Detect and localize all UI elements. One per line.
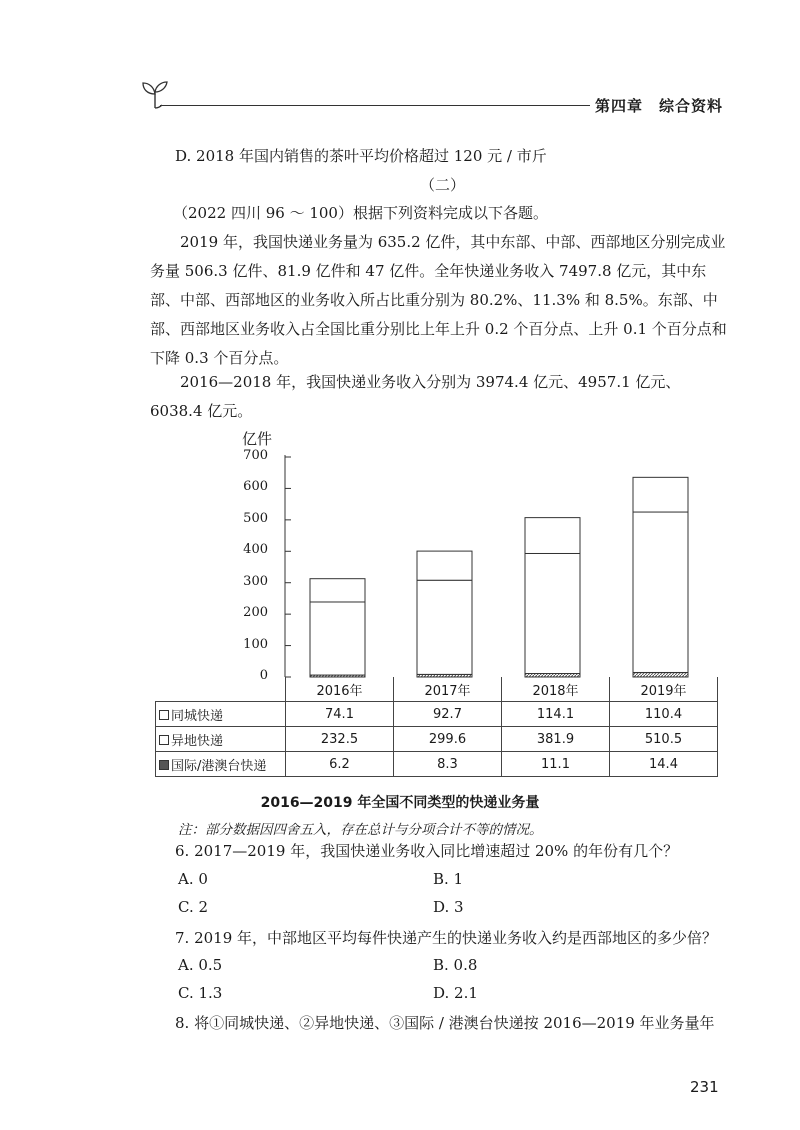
question-6-option-d: D. 3	[433, 898, 464, 916]
series-name: 异地快递	[171, 733, 224, 749]
y-tick-label: 600	[243, 479, 268, 495]
category-label: 2016年	[286, 677, 394, 702]
question-7-stem: 7. 2019 年，中部地区平均每件快递产生的快递业务收入约是西部地区的多少倍？	[175, 929, 718, 947]
chart-caption: 2016—2019 年全国不同类型的快递业务量	[260, 795, 540, 811]
data-label: 232.5	[286, 727, 394, 752]
source-line: （2022 四川 96 ～ 100）根据下列资料完成以下各题。	[173, 204, 548, 222]
data-label: 74.1	[286, 702, 394, 727]
bar-segment-intercity	[417, 580, 472, 674]
chapter-title: 第四章 综合资料	[595, 97, 724, 115]
bar-segment-intercity	[633, 512, 688, 672]
bar-segment-intracity	[633, 477, 688, 512]
chart-note: 注：部分数据因四舍五入，存在总计与分项合计不等的情况。	[178, 822, 543, 838]
table-row	[156, 752, 718, 777]
question-6-stem: 6. 2017—2019 年，我国快递业务收入同比增速超过 20% 的年份有几个？	[175, 842, 679, 860]
table-row	[156, 702, 718, 727]
previous-option-d: D. 2018 年国内销售的茶叶平均价格超过 120 元 / 市斤	[175, 147, 547, 165]
bar-group	[310, 477, 688, 677]
question-6-option-c: C. 2	[178, 898, 209, 916]
data-label: 11.1	[502, 752, 610, 777]
data-label: 8.3	[394, 752, 502, 777]
table-row	[156, 727, 718, 752]
category-label: 2018年	[502, 677, 610, 702]
bar-segment-intercity	[525, 553, 580, 673]
series-name: 同城快递	[171, 708, 224, 724]
bar-segment-intracity	[525, 518, 580, 554]
table-header-row	[156, 677, 718, 702]
legend-swatch-hatched-icon	[159, 760, 169, 770]
y-tick-label: 0	[259, 668, 268, 683]
series-name: 国际/港澳台快递	[171, 758, 267, 774]
question-7-option-b: B. 0.8	[433, 956, 478, 974]
question-6-option-a: A. 0	[178, 870, 208, 888]
data-label: 110.4	[610, 702, 718, 727]
paragraph-2: 2016—2018 年，我国快递业务收入分别为 3974.4 亿元、4957.1 亿元、6038.4 亿元。	[150, 373, 681, 420]
question-7-option-d: D. 2.1	[433, 984, 478, 1002]
bar-segment-intercity	[310, 602, 365, 675]
data-label: 6.2	[286, 752, 394, 777]
question-6-option-b: B. 1	[433, 870, 464, 888]
data-label: 510.5	[610, 727, 718, 752]
y-axis-unit: 亿件	[242, 430, 273, 448]
y-tick-marks	[285, 457, 291, 677]
question-8-stem: 8. 将①同城快递、②异地快递、③国际 / 港澳台快递按 2016—2019 年业务量年	[175, 1014, 715, 1032]
paragraph-1: 2019 年，我国快递业务量为 635.2 亿件，其中东部、中部、西部地区分别完成业务量 506.3 亿件、81.9 亿件和 47 亿件。全年快递业务收入 7497.8 亿元，其中东部、中部、西部地区的业务收入所占比重分别为 80.2%、11.3% 和 8.5%。东部、中部、西部地区业务收入占全国比重分别比上年上升 0.2 个百分点、上升 0.1 个百分点和下降 0.3 个百分点。	[150, 233, 727, 367]
y-tick-label: 300	[243, 573, 268, 589]
y-tick-label: 400	[243, 542, 268, 558]
y-tick-label: 500	[243, 510, 268, 526]
chart-data-table	[155, 677, 718, 777]
data-label: 92.7	[394, 702, 502, 727]
data-label: 14.4	[610, 752, 718, 777]
legend-swatch-icon	[159, 735, 169, 745]
category-label: 2019年	[610, 677, 718, 702]
y-tick-label: 700	[243, 448, 268, 463]
y-tick-label: 200	[243, 605, 268, 621]
data-label: 114.1	[502, 702, 610, 727]
question-7-option-c: C. 1.3	[178, 984, 223, 1002]
bar-segment-intracity	[417, 551, 472, 580]
data-label: 299.6	[394, 727, 502, 752]
bar-segment-intracity	[310, 579, 365, 602]
category-label: 2017年	[394, 677, 502, 702]
y-tick-label: 100	[243, 636, 268, 652]
section-title: （二）	[420, 176, 466, 194]
data-label: 381.9	[502, 727, 610, 752]
legend-swatch-icon	[159, 710, 169, 720]
page-number: 231	[690, 1078, 719, 1096]
question-7-option-a: A. 0.5	[178, 956, 223, 974]
